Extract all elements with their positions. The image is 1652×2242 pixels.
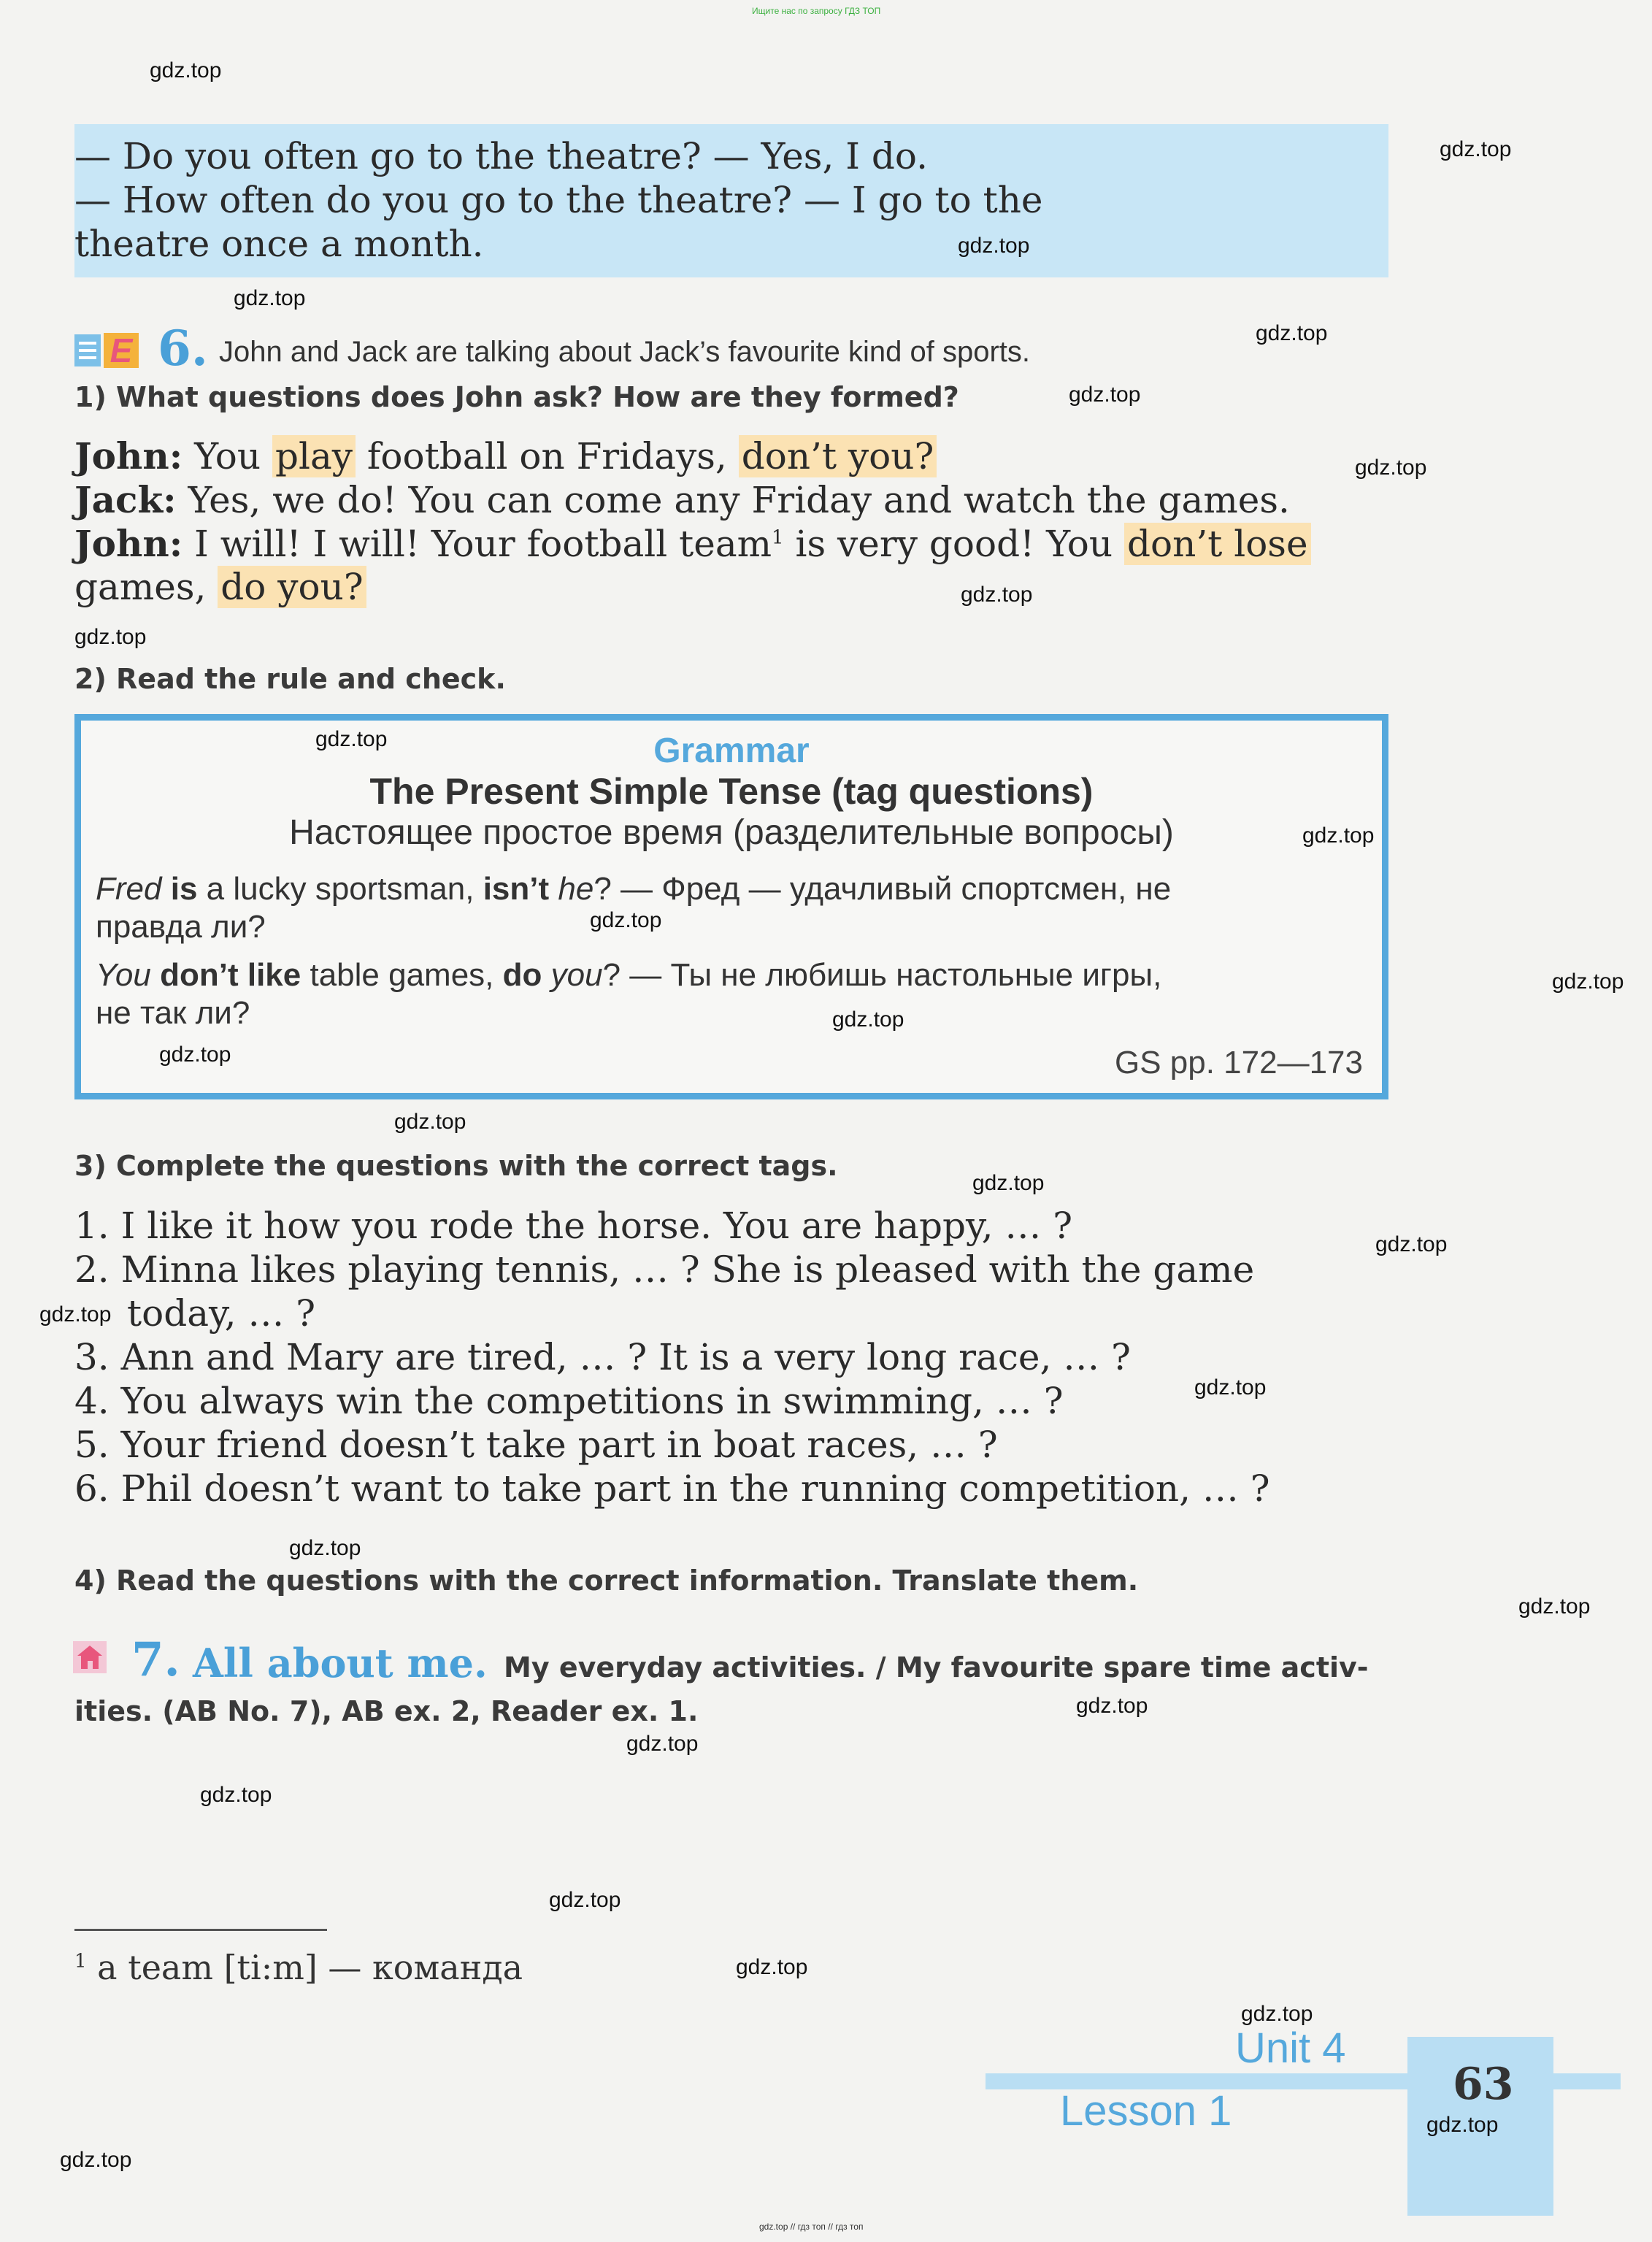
listen-icon bbox=[74, 334, 101, 366]
dialog-line-1 bbox=[74, 434, 937, 477]
grammar-text: isn’t bbox=[483, 871, 550, 907]
watermark: gdz.top bbox=[234, 286, 306, 310]
highlight: don’t you? bbox=[739, 435, 937, 477]
watermark: gdz.top bbox=[200, 1783, 272, 1807]
footnote-text: a team [ti:m] — команда bbox=[97, 1948, 523, 1987]
task3-item-2: 2. Minna likes playing tennis, … ? She is pleased with the game bbox=[74, 1248, 1255, 1291]
watermark: gdz.top bbox=[736, 1955, 808, 1979]
ex7-number: 7. bbox=[131, 1632, 180, 1687]
footnote-rule bbox=[74, 1929, 327, 1931]
grammar-text: Fred bbox=[96, 871, 162, 907]
ex6-task1: 1) What questions does John ask? How are they formed? bbox=[74, 381, 959, 413]
watermark: gdz.top bbox=[1069, 383, 1141, 407]
ex6-task3: 3) Complete the questions with the correct tags. bbox=[74, 1150, 838, 1182]
highlight: play bbox=[272, 435, 356, 477]
watermark: gdz.top bbox=[289, 1536, 361, 1560]
grammar-example-1-cont: правда ли? bbox=[96, 909, 266, 945]
watermark: gdz.top bbox=[150, 58, 222, 82]
watermark: gdz.top bbox=[1241, 2002, 1313, 2026]
dialog-line-2 bbox=[74, 478, 1290, 521]
watermark: gdz.top bbox=[1256, 321, 1328, 345]
watermark: gdz.top bbox=[60, 2148, 132, 2172]
watermark: gdz.top bbox=[1076, 1694, 1148, 1718]
grammar-text: ? — Фред — удачливый спортсмен, не bbox=[593, 871, 1172, 907]
dialog-text: You bbox=[194, 435, 261, 477]
bottom-note: gdz.top // гдз топ // гдз топ bbox=[759, 2222, 864, 2232]
watermark: gdz.top bbox=[832, 1007, 904, 1032]
speaker-jack: Jack: bbox=[74, 478, 177, 521]
task3-item-2-cont: today, … ? bbox=[127, 1292, 316, 1335]
grammar-text: You bbox=[96, 957, 151, 993]
dialog-text: I will! I will! Your football team bbox=[194, 523, 772, 565]
grammar-box bbox=[74, 714, 1388, 1099]
highlight: don’t lose bbox=[1124, 523, 1311, 565]
grammar-text: he bbox=[558, 871, 594, 907]
watermark: gdz.top bbox=[1518, 1594, 1591, 1619]
watermark: gdz.top bbox=[315, 727, 388, 751]
task3-item-6: 6. Phil doesn’t want to take part in the running competition, … ? bbox=[74, 1467, 1270, 1510]
speaker-john: John: bbox=[74, 522, 183, 565]
ex7-line-2: ities. (AB No. 7), AB ex. 2, Reader ex. 1. bbox=[74, 1695, 699, 1727]
watermark: gdz.top bbox=[1552, 970, 1624, 994]
watermark: gdz.top bbox=[1194, 1375, 1267, 1400]
dialog-line-3 bbox=[74, 522, 1311, 565]
home-icon bbox=[73, 1641, 107, 1673]
task3-item-1: 1. I like it how you rode the horse. You are happy, … ? bbox=[74, 1205, 1073, 1247]
e-icon: E bbox=[104, 333, 139, 368]
footer-lesson: Lesson 1 bbox=[1060, 2087, 1232, 2135]
watermark: gdz.top bbox=[74, 625, 147, 649]
watermark: gdz.top bbox=[1426, 2113, 1499, 2137]
ex7-title: All about me. bbox=[193, 1640, 488, 1686]
dialogue-line-3: theatre once a month. bbox=[74, 223, 484, 265]
highlight: do you? bbox=[218, 566, 366, 608]
watermark: gdz.top bbox=[549, 1888, 621, 1912]
grammar-reference: GS pp. 172—173 bbox=[1114, 1045, 1363, 1080]
grammar-text: do bbox=[502, 957, 542, 993]
watermark: gdz.top bbox=[590, 908, 662, 932]
dialog-line-4 bbox=[74, 566, 366, 608]
speaker-john: John: bbox=[74, 434, 183, 477]
grammar-heading: Grammar bbox=[653, 732, 810, 770]
watermark: gdz.top bbox=[159, 1043, 231, 1067]
watermark: gdz.top bbox=[961, 583, 1033, 607]
dialogue-line-1: — Do you often go to the theatre? — Yes, I do. bbox=[74, 135, 929, 177]
footnote bbox=[74, 1948, 523, 1987]
ex6-task2: 2) Read the rule and check. bbox=[74, 663, 506, 695]
footnote-ref: 1 bbox=[772, 526, 784, 549]
grammar-text: don’t like bbox=[160, 957, 301, 993]
footer-unit: Unit 4 bbox=[1235, 2024, 1346, 2072]
dialog-text: football on Fridays, bbox=[366, 435, 727, 477]
ex7-line-1: My everyday activities. / My favourite spare time activ- bbox=[504, 1651, 1369, 1684]
watermark: gdz.top bbox=[394, 1110, 466, 1134]
grammar-example-2-cont: не так ли? bbox=[96, 995, 250, 1031]
task3-item-3: 3. Ann and Mary are tired, … ? It is a very long race, … ? bbox=[74, 1336, 1131, 1378]
ex6-number: 6. bbox=[158, 320, 208, 377]
watermark: gdz.top bbox=[1355, 456, 1427, 480]
watermark: gdz.top bbox=[972, 1171, 1045, 1195]
watermark: gdz.top bbox=[1440, 137, 1512, 161]
watermark: gdz.top bbox=[626, 1732, 699, 1756]
dialogue-line-2: — How often do you go to the theatre? — I go to the bbox=[74, 179, 1043, 221]
grammar-example-1 bbox=[96, 871, 1171, 907]
footnote-mark: 1 bbox=[74, 1950, 87, 1973]
dialog-text: Yes, we do! You can come any Friday and watch the games. bbox=[188, 479, 1290, 521]
grammar-subtitle: Настоящее простое время (разделительные вопросы) bbox=[289, 813, 1174, 852]
watermark: gdz.top bbox=[1302, 824, 1375, 848]
task3-item-5: 5. Your friend doesn’t take part in boat races, … ? bbox=[74, 1424, 998, 1466]
grammar-text: ? — Ты не любишь настольные игры, bbox=[602, 957, 1162, 993]
watermark: gdz.top bbox=[958, 234, 1030, 258]
grammar-title: The Present Simple Tense (tag questions) bbox=[369, 771, 1094, 812]
grammar-text: is bbox=[170, 871, 198, 907]
dialog-text: is very good! You bbox=[795, 523, 1113, 565]
watermark: gdz.top bbox=[39, 1302, 112, 1327]
grammar-text: a lucky sportsman, bbox=[206, 871, 475, 907]
task3-item-4: 4. You always win the competitions in swimming, … ? bbox=[74, 1380, 1064, 1422]
ex6-intro: John and Jack are talking about Jack’s favourite kind of sports. bbox=[219, 336, 1030, 368]
grammar-example-2 bbox=[96, 957, 1161, 994]
top-note: Ищите нас по запросу ГДЗ ТОП bbox=[752, 6, 881, 16]
dialog-text: games, bbox=[74, 566, 207, 608]
grammar-text: table games, bbox=[310, 957, 494, 993]
grammar-text: you bbox=[550, 957, 603, 993]
page-number: 63 bbox=[1453, 2059, 1514, 2110]
watermark: gdz.top bbox=[1375, 1232, 1448, 1256]
ex6-task4: 4) Read the questions with the correct information. Translate them. bbox=[74, 1565, 1139, 1597]
